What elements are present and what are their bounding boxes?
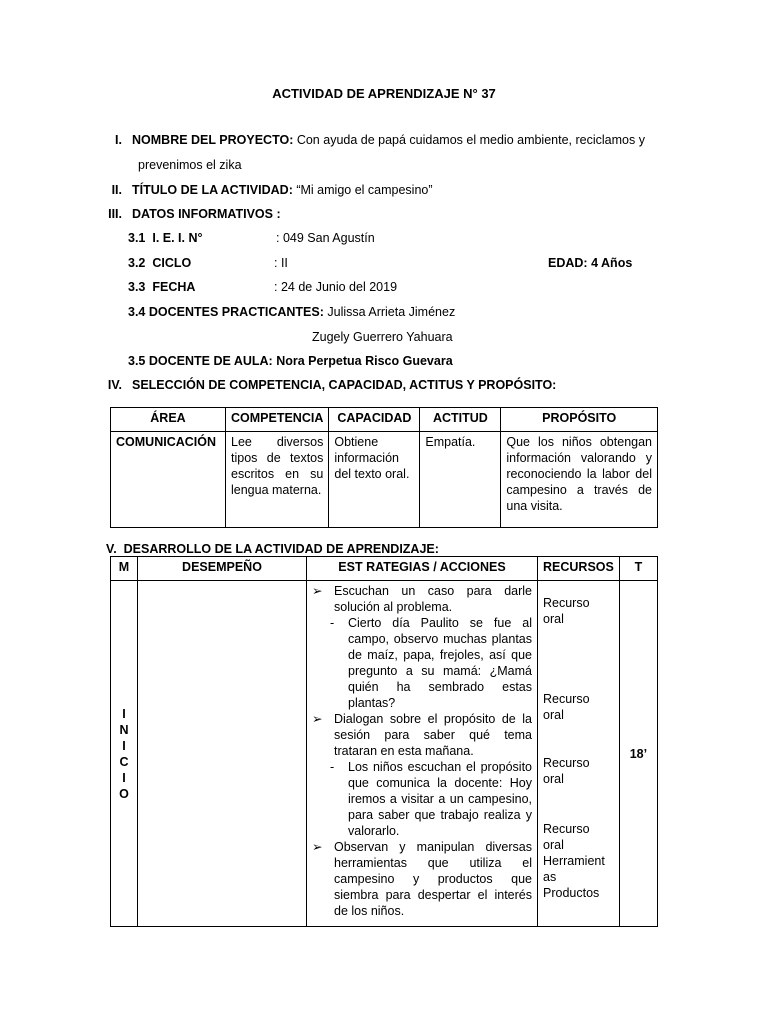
strategies-cell	[307, 581, 538, 927]
cycle-value: : II	[274, 256, 288, 270]
item-label: FECHA	[152, 280, 196, 294]
section-4	[100, 377, 556, 393]
resource-text: oral	[543, 612, 564, 626]
desempeno-cell	[138, 581, 307, 927]
section-label: DATOS INFORMATIVOS :	[132, 207, 281, 221]
section-label: DESARROLLO DE LA ACTIVIDAD DE APRENDIZAJE:	[123, 542, 439, 556]
col-recursos: RECURSOS	[538, 557, 620, 581]
resource-text: Recurso	[543, 756, 590, 770]
col-desempeno: DESEMPEÑO	[138, 557, 307, 581]
col-time: T	[619, 557, 657, 581]
date-value: : 24 de Junio del 2019	[274, 280, 398, 294]
project-name-cont: prevenimos el zika	[138, 158, 242, 172]
strategy-substep	[312, 759, 532, 839]
resource-text: Recurso	[543, 692, 590, 706]
moment-letter: C	[119, 754, 129, 769]
resource-text: Recurso	[543, 822, 590, 836]
cell-capacidad: Obtiene información del texto oral.	[329, 432, 420, 528]
competency-table	[110, 407, 658, 528]
school-value: : 049 San Agustín	[276, 231, 375, 245]
teacher-1: Julissa Arrieta Jiménez	[323, 305, 456, 319]
section-number: II.	[111, 183, 122, 197]
section-3	[100, 206, 281, 222]
strategy-subtext: Cierto día Paulito se fue al campo, observo muchas plantas de maíz, papa, frejoles, así que pregunto a su mamá: ¿Mamá quién ha sembrado estas plantas?	[348, 616, 532, 710]
spacer	[543, 723, 614, 755]
strategy-text: Escuchan un caso para darle solución al problema.	[334, 584, 532, 614]
strategy-step	[312, 839, 532, 919]
spacer	[543, 787, 614, 821]
data-3-4	[128, 304, 455, 320]
arrow-bullet-icon: ➢	[312, 584, 323, 598]
arrow-bullet-icon: ➢	[312, 712, 323, 726]
section-number: V.	[106, 542, 117, 556]
resource-text: oral	[543, 772, 564, 786]
strategy-step	[312, 711, 532, 759]
col-moment: M	[111, 557, 138, 581]
spacer	[543, 627, 614, 691]
strategy-substep	[312, 615, 532, 711]
strategy-step	[312, 583, 532, 615]
resource-text: Recurso	[543, 596, 590, 610]
resource-text: oral	[543, 838, 564, 852]
age-label: EDAD:	[548, 256, 588, 270]
strategy-subtext: Los niños escuchan el propósito que comunica la docente: Hoy iremos a visitar a un campesino, para saber que trabajo realiza y valorarlo.	[348, 760, 532, 838]
col-area: ÁREA	[111, 408, 226, 432]
dash-bullet-icon: -	[330, 760, 335, 774]
dash-bullet-icon: -	[330, 616, 335, 630]
data-3-1	[128, 230, 203, 246]
section-5	[106, 541, 439, 557]
activity-title: “Mi amigo el campesino”	[292, 183, 433, 197]
section-label: TÍTULO DE LA ACTIVIDAD:	[132, 183, 293, 197]
section-2	[100, 182, 433, 198]
item-label: I. E. I. N°	[152, 231, 203, 245]
table-header-row	[111, 408, 658, 432]
resource-text: oral	[543, 708, 564, 722]
classroom-teacher: Nora Perpetua Risco Guevara	[272, 354, 453, 368]
table-header-row	[111, 557, 658, 581]
section-number: IV.	[107, 378, 122, 392]
col-proposito: PROPÓSITO	[501, 408, 658, 432]
item-number: 3.5	[128, 354, 146, 368]
project-name: Con ayuda de papá cuidamos el medio ambiente, reciclamos y	[293, 133, 645, 147]
moment-cell	[111, 581, 138, 927]
item-label: CICLO	[152, 256, 192, 270]
document-title: ACTIVIDAD DE APRENDIZAJE N° 37	[272, 86, 496, 101]
section-label: SELECCIÓN DE COMPETENCIA, CAPACIDAD, ACTITUS Y PROPÓSITO:	[132, 378, 557, 392]
moment-letter: I	[122, 770, 126, 785]
arrow-bullet-icon: ➢	[312, 840, 323, 854]
data-3-2	[128, 255, 191, 271]
item-number: 3.4	[128, 305, 146, 319]
item-number: 3.3	[128, 280, 146, 294]
moment-letter: N	[119, 722, 129, 737]
cell-competencia: Lee diversos tipos de textos escritos en su lengua materna.	[226, 432, 329, 528]
item-number: 3.2	[128, 256, 146, 270]
time-cell: 18’	[619, 581, 657, 927]
moment-letter: I	[122, 738, 126, 753]
item-label: DOCENTE DE AULA:	[148, 354, 273, 368]
col-actitud: ACTITUD	[420, 408, 501, 432]
resources-cell	[538, 581, 620, 927]
table-row	[111, 432, 658, 528]
cell-proposito: Que los niños obtengan información valorando y reconociendo la labor del campesino a través de una visita.	[501, 432, 658, 528]
resource-text: Productos	[543, 886, 600, 900]
resource-text: Herramient	[543, 854, 605, 868]
cell-actitud: Empatía.	[420, 432, 501, 528]
strategy-text: Dialogan sobre el propósito de la sesión para saber qué tema trataran en esta mañana.	[334, 712, 532, 758]
col-competencia: COMPETENCIA	[226, 408, 329, 432]
moment-inicio	[116, 706, 132, 802]
col-capacidad: CAPACIDAD	[329, 408, 420, 432]
section-label: NOMBRE DEL PROYECTO:	[132, 133, 294, 147]
moment-letter: O	[119, 786, 129, 801]
section-1	[100, 132, 645, 148]
table-row	[111, 581, 658, 927]
age-value: 4 Años	[587, 256, 633, 270]
data-3-5	[128, 353, 453, 369]
moment-letter: I	[122, 706, 126, 721]
teacher-2: Zugely Guerrero Yahuara	[312, 330, 453, 344]
resource-text: as	[543, 870, 557, 884]
data-3-3	[128, 279, 195, 295]
item-label: DOCENTES PRACTICANTES:	[148, 305, 324, 319]
col-estrategias: EST RATEGIAS / ACCIONES	[307, 557, 538, 581]
item-number: 3.1	[128, 231, 146, 245]
section-number: III.	[108, 207, 122, 221]
strategy-text: Observan y manipulan diversas herramientas que utiliza el campesino y productos que siembra para despertar el interés de los niños.	[334, 840, 532, 918]
development-table	[110, 556, 658, 927]
age	[548, 255, 632, 271]
cell-area: COMUNICACIÓN	[111, 432, 226, 528]
section-number: I.	[115, 133, 122, 147]
